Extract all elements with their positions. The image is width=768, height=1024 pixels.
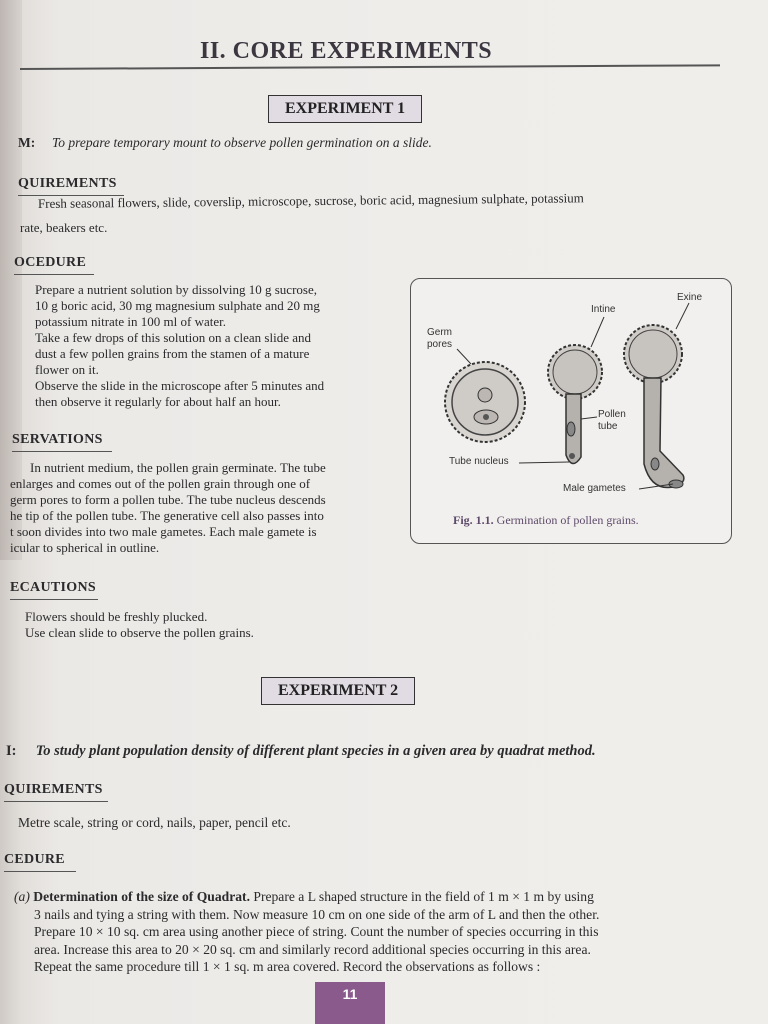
exp1-procedure-heading: OCEDURE — [14, 255, 87, 270]
procedure-line: Prepare 10 × 10 sq. cm area using another piece of string. Count the number of species occurring in this — [34, 924, 599, 939]
observation-line: In nutrient medium, the pollen grain germinate. The tube — [30, 460, 326, 475]
exp1-precautions-heading-wrap — [10, 580, 98, 596]
observation-line: t soon divides into two male gametes. Each male gamete is — [10, 524, 317, 539]
exp1-requirements-heading-wrap — [18, 176, 124, 192]
exine-label: Exine — [677, 292, 703, 303]
procedure-line: dust a few pollen grains from the stamen of a mature — [35, 346, 310, 361]
procedure-item-text: Prepare a L shaped structure in the field of 1 m × 1 m by using — [253, 889, 594, 904]
intine-label: Intine — [591, 304, 616, 315]
heading-underline — [4, 801, 108, 802]
page-number: 11 — [315, 982, 385, 1024]
procedure-line: Repeat the same procedure till 1 × 1 sq. m area covered. Record the observations as follows : — [34, 959, 541, 974]
heading-underline — [14, 274, 94, 275]
figure-caption — [453, 513, 639, 528]
heading-underline — [4, 871, 76, 872]
figure-caption-text: Germination of pollen grains. — [496, 513, 639, 527]
exp2-requirements-heading: QUIREMENTS — [4, 782, 103, 797]
exp1-aim — [18, 135, 432, 151]
pollen-figure — [410, 278, 732, 544]
precaution-line: Flowers should be freshly plucked. — [25, 609, 208, 624]
figure-caption-prefix: Fig. 1.1. — [453, 513, 494, 527]
exp1-requirements-line2: rate, beakers etc. — [20, 220, 108, 235]
exp2-procedure-heading-wrap — [4, 852, 76, 868]
germ-pores-label: Germ pores — [427, 327, 453, 350]
procedure-line: 10 g boric acid, 30 mg magnesium sulphate and 20 mg — [35, 298, 320, 313]
observation-line: enlarges and comes out of the pollen grain through one of — [10, 476, 311, 491]
aim-prefix: M: — [18, 135, 36, 150]
exp2-procedure — [14, 888, 749, 976]
procedure-line: potassium nitrate in 100 ml of water. — [35, 314, 226, 329]
procedure-item-marker: (a) — [14, 889, 30, 904]
germinating-pollen-grain-short — [548, 345, 602, 464]
tube-nucleus-label: Tube nucleus — [449, 456, 509, 467]
observation-line: germ pores to form a pollen tube. The tube nucleus descends — [10, 492, 326, 507]
precaution-line: Use clean slide to observe the pollen grains. — [25, 625, 254, 640]
germinating-pollen-grain-long — [624, 325, 684, 488]
aim-prefix: I: — [6, 743, 17, 759]
exp1-observations-heading-wrap — [12, 432, 112, 448]
procedure-line: flower on it. — [35, 362, 99, 377]
aim-text: To study plant population density of different plant species in a given area by quadrat method. — [35, 743, 596, 759]
exp1-observations-heading: SERVATIONS — [12, 432, 103, 447]
heading-underline — [10, 599, 98, 600]
procedure-line: Prepare a nutrient solution by dissolving 10 g sucrose, — [35, 282, 317, 297]
pollen-germination-diagram — [411, 279, 731, 543]
pollen-grain-illustration — [445, 362, 525, 442]
exp1-precautions-heading: ECAUTIONS — [10, 580, 96, 595]
exp2-requirements: Metre scale, string or cord, nails, paper, pencil etc. — [18, 815, 291, 830]
procedure-line: Observe the slide in the microscope after 5 minutes and — [35, 378, 325, 393]
exp1-requirements-heading: QUIREMENTS — [18, 176, 117, 191]
observation-line: he tip of the pollen tube. The generative cell also passes into — [10, 508, 324, 523]
experiment-1-label: EXPERIMENT 1 — [268, 95, 422, 123]
male-gametes-label: Male gametes — [563, 483, 626, 494]
procedure-line: 3 nails and tying a string with them. Now measure 10 cm on one side of the arm of L and then the other. — [34, 906, 600, 922]
procedure-line: then observe it regularly for about half an hour. — [35, 394, 281, 409]
exp1-procedure-list — [35, 282, 395, 410]
aim-text: To prepare temporary mount to observe pollen germination on a slide. — [52, 135, 432, 150]
heading-underline — [12, 451, 112, 452]
exp1-requirements-line1: Fresh seasonal flowers, slide, coverslip, microscope, sucrose, boric acid, magnesium sulphate, potassium — [37, 190, 584, 211]
exp1-observations — [10, 460, 395, 556]
pollen-tube-label: Pollen tube — [598, 409, 626, 432]
procedure-item-title: Determination of the size of Quadrat. — [33, 889, 250, 904]
procedure-line: Take a few drops of this solution on a clean slide and — [35, 330, 311, 345]
exp2-aim — [6, 743, 746, 759]
procedure-line: area. Increase this area to 20 × 20 sq. cm and similarly record additional species occurring in this area. — [34, 941, 591, 957]
exp2-requirements-heading-wrap — [4, 782, 108, 798]
observation-line: icular to spherical in outline. — [10, 540, 160, 555]
page-title: II. CORE EXPERIMENTS — [200, 38, 493, 64]
exp2-procedure-heading: CEDURE — [4, 852, 65, 867]
procedure-item-a — [14, 888, 749, 906]
experiment-2-label: EXPERIMENT 2 — [261, 677, 415, 705]
exp1-precautions — [25, 609, 254, 641]
exp1-procedure-heading-wrap — [14, 255, 94, 271]
